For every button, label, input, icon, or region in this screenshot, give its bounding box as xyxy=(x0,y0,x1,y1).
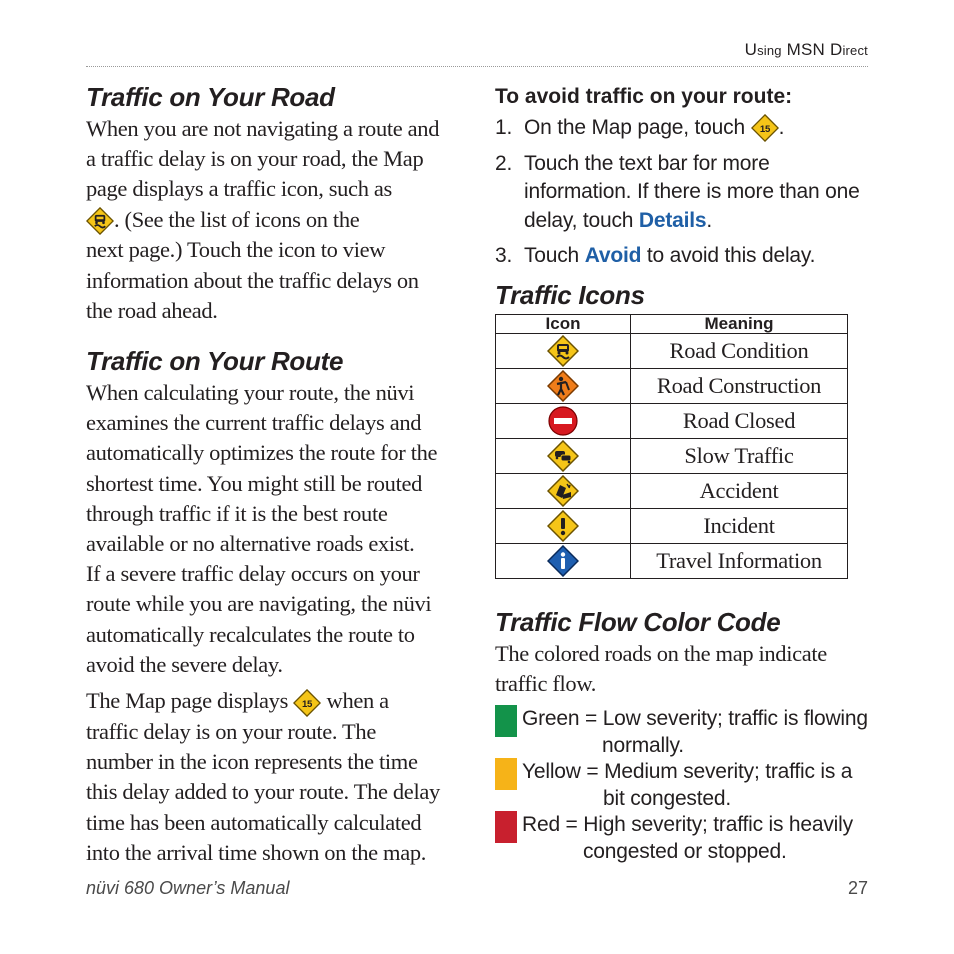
avoid-steps xyxy=(495,114,868,271)
incident-icon xyxy=(547,510,579,542)
slow-traffic-icon xyxy=(547,440,579,472)
accident-icon xyxy=(547,475,579,507)
table-cell-meaning: Travel Information xyxy=(631,543,848,578)
flow-legend xyxy=(495,705,868,864)
yellow-swatch xyxy=(495,758,517,790)
running-head: Using MSN Direct xyxy=(744,40,868,59)
right-column xyxy=(495,80,868,864)
table-cell-meaning: Slow Traffic xyxy=(631,438,848,473)
table-row xyxy=(496,438,848,473)
avoid-button-label: Avoid xyxy=(584,244,642,267)
map-page-paragraph: The Map page displays 15 when a traffic delay is on your route. The number in the icon represents the time this delay added to your route. The delay time has been automatically calculated into the arrival time shown on the map. xyxy=(86,688,440,865)
heading-traffic-on-your-road: Traffic on Your Road xyxy=(86,82,335,112)
avoid-traffic-heading: To avoid traffic on your route: xyxy=(495,85,793,108)
step-1: 1. On the Map page, touch 15 . xyxy=(495,114,868,143)
traffic-icons-table xyxy=(495,314,848,579)
traffic-delay-15-icon xyxy=(751,114,779,142)
traffic-delay-15-icon xyxy=(293,689,321,717)
column-header-icon: Icon xyxy=(496,314,631,333)
table-cell-meaning: Accident xyxy=(631,473,848,508)
step-3: 3. Touch Avoid to avoid this delay. xyxy=(495,244,816,267)
page-number: 27 xyxy=(847,878,868,898)
green-swatch xyxy=(495,705,517,737)
left-column xyxy=(86,80,461,868)
table-cell-meaning: Road Closed xyxy=(631,403,848,438)
route-paragraph: When calculating your route, the nüvi examines the current traffic delays and automatically optimizes the route for the shortest time. You might still be routed through traffic if it is the best route available or no alternative roads exist. If a severe traffic delay occurs on your route while you are navigating, the nüvi automatically recalculates the route to avoid the severe delay. xyxy=(86,380,438,677)
heading-traffic-icons: Traffic Icons xyxy=(495,279,645,310)
delay-number: 15 xyxy=(302,698,313,710)
step-2: 2. Touch the text bar for more information. If there is more than one delay, touch Details. xyxy=(495,151,860,232)
table-cell-meaning: Road Construction xyxy=(631,368,848,403)
table-row xyxy=(496,473,848,508)
table-row xyxy=(496,403,848,438)
delay-number: 15 xyxy=(759,124,770,136)
table-cell-meaning: Incident xyxy=(631,508,848,543)
heading-traffic-flow-color-code: Traffic Flow Color Code xyxy=(495,606,781,637)
flow-item-red: Red = High severity; traffic is heavily congested or stopped. xyxy=(495,811,868,864)
road-condition-icon xyxy=(86,207,114,235)
red-swatch xyxy=(495,811,517,843)
footer-manual-title: nüvi 680 Owner’s Manual xyxy=(86,878,290,898)
road-paragraph: When you are not navigating a route and a traffic delay is on your road, the Map page displays a traffic icon, such as . (See the list of icons on the next page.) Touch the icon to view information about the traffic delays on the road ahead. xyxy=(86,116,440,323)
flow-item-green: Green = Low severity; traffic is flowing normally. xyxy=(495,705,868,758)
road-condition-icon xyxy=(547,335,579,367)
column-header-meaning: Meaning xyxy=(631,314,848,333)
table-row xyxy=(496,333,848,368)
table-row xyxy=(496,368,848,403)
table-header-row xyxy=(496,314,848,333)
header-rule xyxy=(86,66,868,67)
table-row xyxy=(496,508,848,543)
table-cell-meaning: Road Condition xyxy=(631,333,848,368)
flow-intro: The colored roads on the map indicate traffic flow. xyxy=(495,640,827,696)
details-button-label: Details xyxy=(638,208,707,232)
road-construction-icon xyxy=(547,370,579,402)
table-row xyxy=(496,543,848,578)
travel-information-icon xyxy=(547,545,579,577)
flow-item-yellow: Yellow = Medium severity; traffic is a bit congested. xyxy=(495,758,868,811)
road-closed-icon xyxy=(547,405,579,437)
heading-traffic-on-your-route: Traffic on Your Route xyxy=(86,346,344,377)
